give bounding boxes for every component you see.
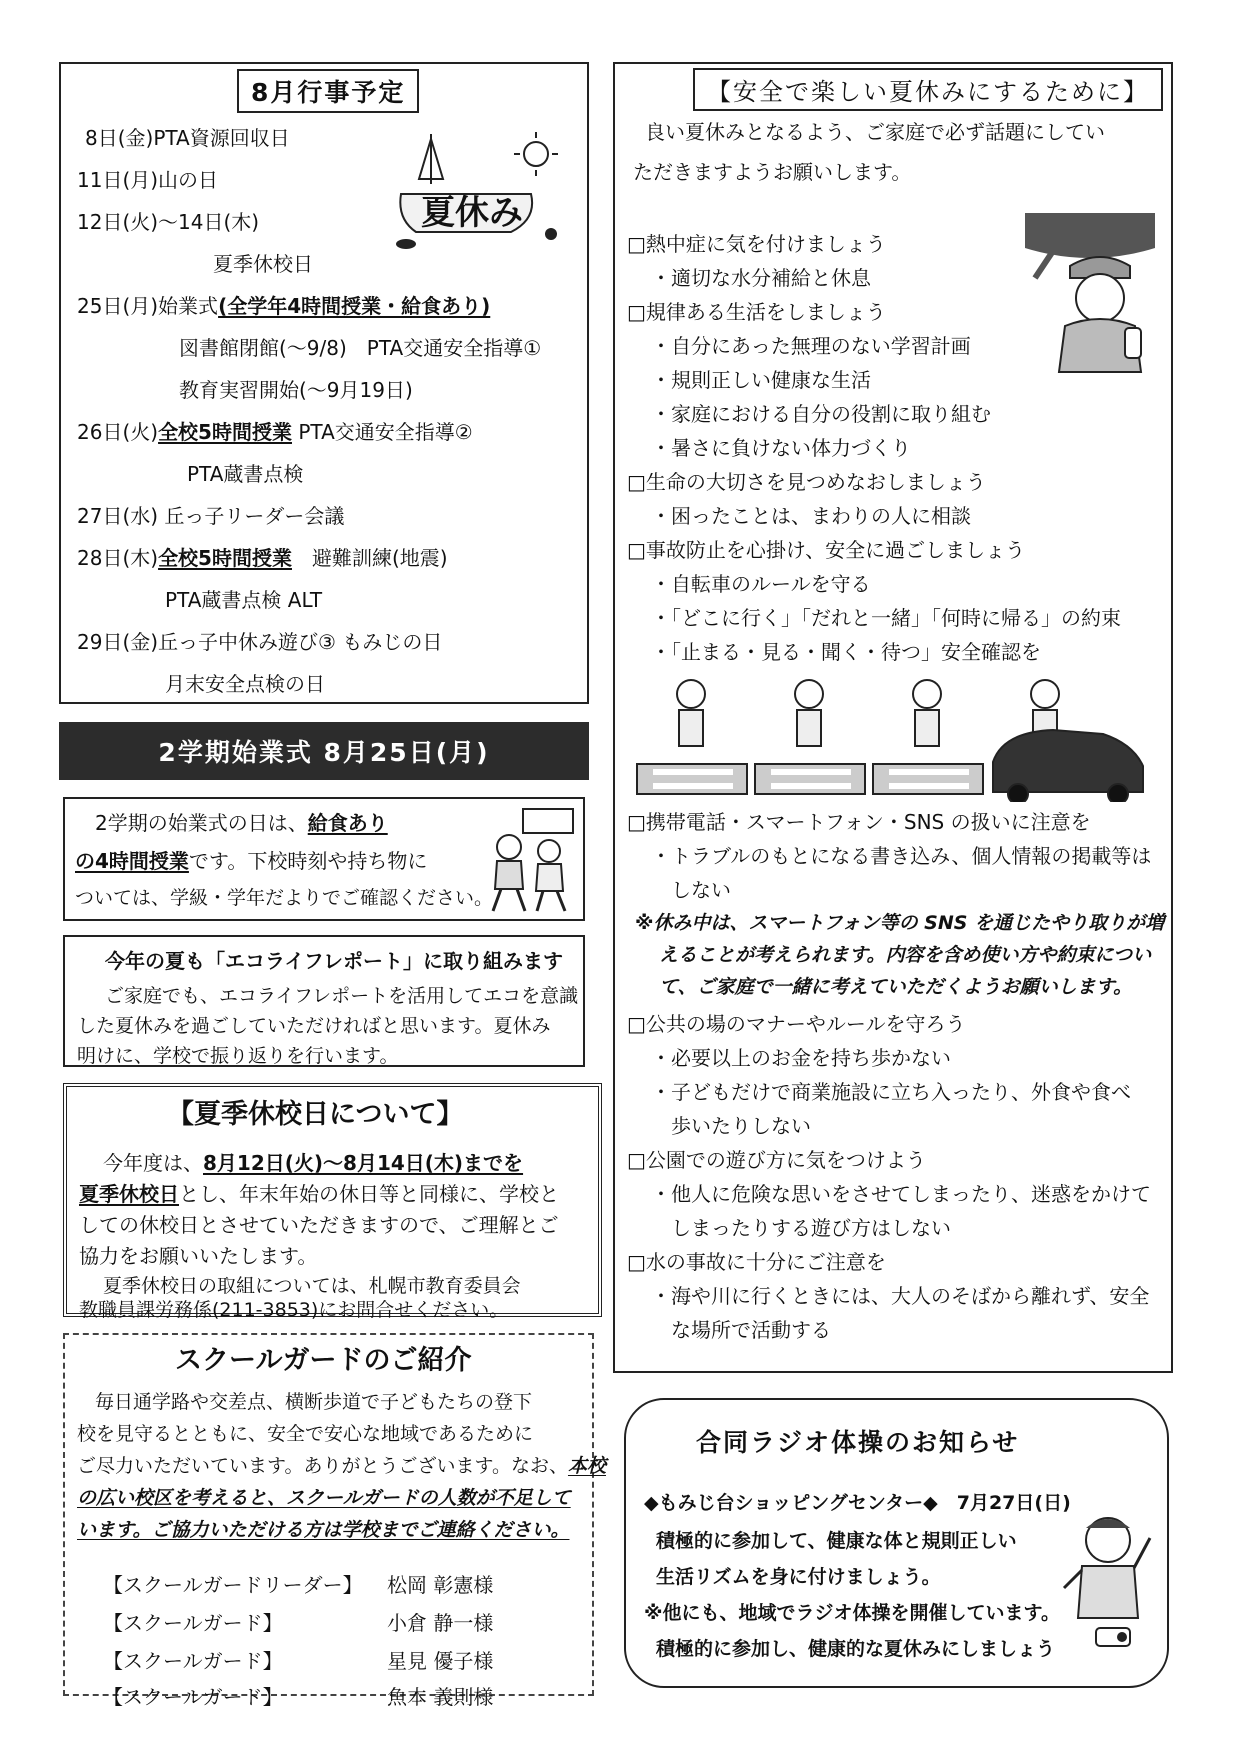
event-row: 夏季休校日 (213, 252, 313, 276)
holiday-highlight: 8月12日(火)～8月14日(木)までを (203, 1151, 524, 1175)
safety-check-illustration (633, 672, 1163, 802)
event-highlight: 全校5時間授業 (158, 546, 292, 570)
children-walking-illustration (483, 807, 579, 917)
safety-box (613, 62, 1173, 1373)
guard-heading: スクールガードのご紹介 (175, 1345, 472, 1376)
event-row: 28日(木) (77, 546, 159, 570)
safety-item: □水の事故に十分にご注意を (627, 1250, 886, 1274)
eco-box (63, 935, 585, 1067)
holiday-text: しての休校日とさせていただきますので、ご理解とご (79, 1213, 559, 1237)
guard-role: 【スクールガード】 (103, 1611, 283, 1635)
holiday-text: とし、年末年始の休日等と同様に、学校と (179, 1182, 559, 1206)
safety-item: □熱中症に気を付けましょう (627, 232, 886, 256)
event-row: 8日(金)PTA資源回収日 (85, 126, 290, 150)
radio-text: 積極的に参加して、健康な体と規則正しい (656, 1530, 1017, 1552)
ceremony-box (63, 797, 585, 921)
radio-text: 生活リズムを身に付けましょう。 (656, 1566, 941, 1588)
guard-text: 毎日通学路や交差点、横断歩道で子どもたちの登下 (95, 1391, 533, 1413)
holiday-heading: 【夏季休校日について】 (167, 1099, 464, 1130)
guard-name: 小倉 静一様 (387, 1611, 494, 1635)
guard-box (63, 1333, 606, 1709)
safety-item: ・海や川に行くときには、大人のそばから離れず、安全 (651, 1284, 1150, 1308)
guard-name: 魚本 義則様 (387, 1685, 494, 1709)
safety-item: ・「止まる・見る・聞く・待つ」安全確認を (651, 640, 1041, 664)
radio-box (624, 1398, 1169, 1688)
safety-item: ・他人に危険な思いをさせてしまったり、迷惑をかけて (651, 1182, 1151, 1206)
holiday-text: 今年度は、 (103, 1151, 203, 1175)
ceremony-banner (59, 722, 589, 780)
ceremony-banner-text: 2学期始業式 8月25日(月) (158, 738, 490, 767)
safety-item: □公共の場のマナーやルールを守ろう (627, 1012, 966, 1036)
safety-item: 歩いたりしない (671, 1114, 811, 1138)
safety-item: □携帯電話・スマートフォン・SNS の扱いに注意を (627, 810, 1091, 834)
guard-role: 【スクールガード】 (103, 1685, 283, 1709)
event-row: 図書館閉館(～9/8) PTA交通安全指導① (179, 336, 542, 360)
guard-name: 松岡 彰憲様 (387, 1573, 494, 1597)
safety-item: ・適切な水分補給と休息 (651, 266, 871, 290)
event-highlight: (全学年4時間授業・給食あり) (218, 294, 491, 318)
ceremony-text: です。下校時刻や持ち物に (188, 849, 428, 873)
guard-role: 【スクールガード】 (103, 1649, 283, 1673)
holiday-highlight: 夏季休校日 (79, 1182, 179, 1206)
safety-heading: 【安全で楽しい夏休みにするために】 (693, 68, 1163, 111)
guard-highlight: 本校 (567, 1455, 606, 1477)
event-row: PTA交通安全指導② (298, 420, 473, 444)
event-row: 29日(金)丘っ子中休み遊び③ もみじの日 (77, 630, 443, 654)
eco-text: した夏休みを過ごしていただければと思います。夏休み (77, 1015, 551, 1037)
safety-item: □生命の大切さを見つめなおしましょう (627, 470, 986, 494)
safety-intro: ただきますようお願いします。 (633, 160, 912, 184)
safety-item: ・子どもだけで商業施設に立ち入ったり、外食や食べ (651, 1080, 1131, 1104)
guard-highlight: スクールガードの人数 (286, 1487, 476, 1509)
safety-item: □公園での遊び方に気をつけよう (627, 1148, 926, 1172)
event-row: 教育実習開始(～9月19日) (179, 378, 413, 402)
ceremony-highlight: の4時間授業 (75, 849, 189, 873)
safety-item: しない (671, 878, 731, 902)
guard-role: 【スクールガードリーダー】 (103, 1573, 363, 1597)
safety-note: て、ご家庭で一緒に考えていただくようお願いします。 (659, 976, 1133, 998)
guard-text: ご尽力いただいています。ありがとうございます。なお、 (77, 1455, 568, 1477)
guard-highlight: が不足して (475, 1487, 571, 1509)
safety-item: ・暑さに負けない体力づくり (651, 436, 911, 460)
safety-note: えることが考えられます。内容を含め使い方や約束につい (659, 944, 1152, 966)
safety-item: ・困ったことは、まわりの人に相談 (651, 504, 971, 528)
safety-item: ・家庭における自分の役割に取り組む (651, 402, 991, 426)
safety-item: ・規則正しい健康な生活 (651, 368, 871, 392)
eco-text: 明けに、学校で振り返りを行います。 (77, 1045, 399, 1067)
eco-text: ご家庭でも、エコライフレポートを活用してエコを意識 (105, 985, 579, 1007)
event-row: 25日(月)始業式 (77, 294, 219, 318)
summer-vacation-illustration (361, 124, 581, 254)
radio-text: 積極的に参加し、健康的な夏休みにしましょう (656, 1638, 1056, 1660)
holiday-box (63, 1083, 602, 1321)
summer-vacation-text: 夏休み (421, 193, 523, 233)
events-box (59, 62, 589, 704)
event-row: 12日(火)～14日(木) (77, 210, 260, 234)
safety-intro: 良い夏休みとなるよう、ご家庭で必ず話題にしてい (645, 120, 1105, 144)
event-row: PTA蔵書点検 ALT (165, 588, 323, 612)
safety-item: ・自転車のルールを守る (651, 572, 871, 596)
ceremony-highlight: 給食あり (307, 811, 388, 835)
radio-place: ◆もみじ台ショッピングセンター◆ (644, 1492, 938, 1514)
event-row: 27日(水) 丘っ子リーダー会議 (77, 504, 345, 528)
safety-note: ※休み中は、スマートフォン等の SNS を通じたやり取りが増 (635, 912, 1165, 934)
event-highlight: 全校5時間授業 (158, 420, 292, 444)
ceremony-text: ついては、学級・学年だよりでご確認ください。 (75, 887, 494, 909)
holiday-text: 夏季休校日の取組については、札幌市教育委員会 (103, 1275, 521, 1297)
guard-highlight: います。ご協力いただける方は学校までご連絡ください。 (77, 1519, 570, 1541)
radio-date: 7月27日(日) (956, 1492, 1071, 1514)
event-row: 26日(火) (77, 420, 159, 444)
radio-heading: 合同ラジオ体操のお知らせ (696, 1428, 1020, 1457)
guard-name: 星見 優子様 (387, 1649, 494, 1673)
guard-text: 校を見守るとともに、安全で安心な地域であるために (77, 1423, 534, 1445)
event-row: PTA蔵書点検 (187, 462, 304, 486)
event-row: 避難訓練(地震) (311, 546, 448, 570)
holiday-text: 教職員課労務係(211-3853)にお問合せください。 (79, 1299, 509, 1321)
safety-item: □規律ある生活をしましょう (627, 300, 886, 324)
safety-item: しまったりする遊び方はしない (671, 1216, 951, 1240)
safety-item: ・トラブルのもとになる書き込み、個人情報の掲載等は (651, 844, 1152, 868)
eco-heading: 今年の夏も「エコライフレポート」に取り組みます (105, 949, 563, 973)
ceremony-text: 2学期の始業式の日は、 (95, 811, 308, 835)
safety-item: ・自分にあった無理のない学習計画 (651, 334, 971, 358)
event-row: 月末安全点検の日 (165, 672, 325, 696)
radio-exercise-illustration (1056, 1508, 1156, 1648)
event-row: 11日(月)山の日 (77, 168, 219, 192)
safety-item: ・必要以上のお金を持ち歩かない (651, 1046, 951, 1070)
holiday-text: 協力をお願いいたします。 (79, 1244, 318, 1268)
events-title: 8月行事予定 (237, 69, 419, 113)
safety-item: な場所で活動する (671, 1318, 831, 1342)
guard-highlight: の広い校区を考えると、 (77, 1487, 287, 1509)
heatstroke-boy-illustration (1015, 208, 1165, 378)
radio-text: ※他にも、地域でラジオ体操を開催しています。 (644, 1602, 1060, 1624)
safety-item: ・「どこに行く」「だれと一緒」「何時に帰る」の約束 (651, 606, 1121, 630)
safety-item: □事故防止を心掛け、安全に過ごしましょう (627, 538, 1026, 562)
